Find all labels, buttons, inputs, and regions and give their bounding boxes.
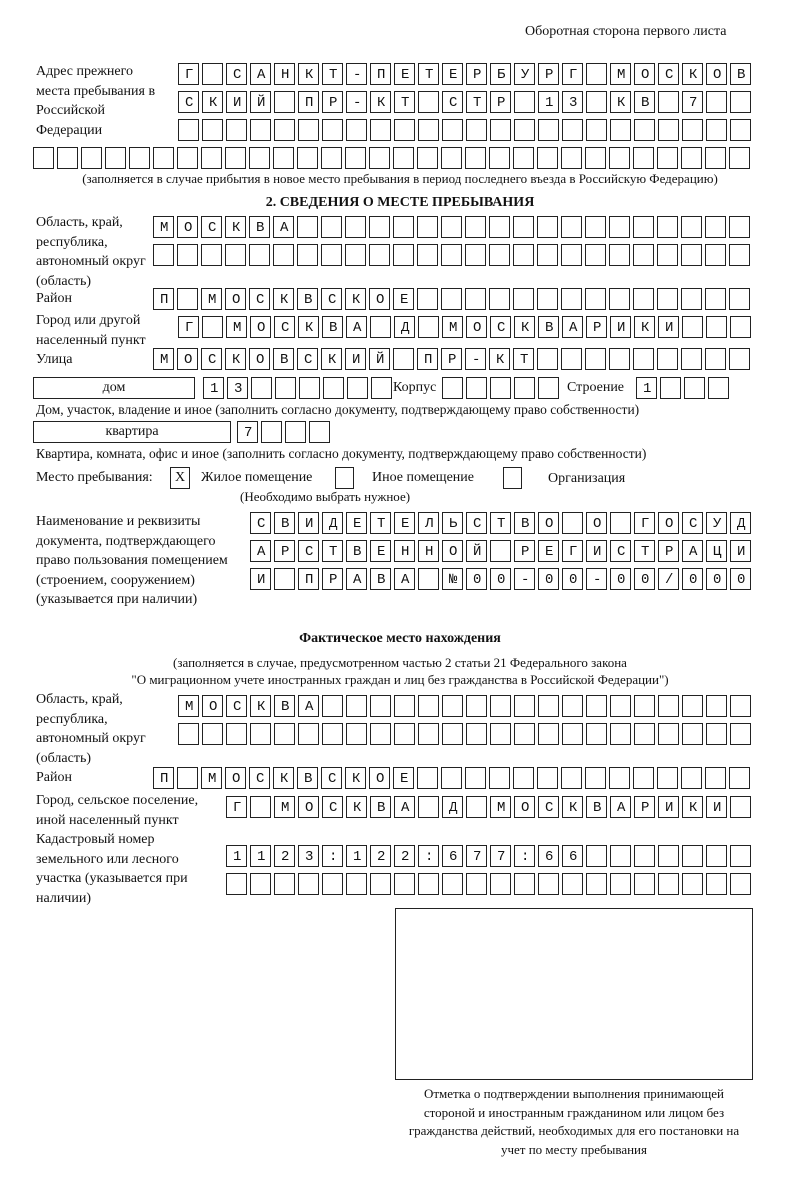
apartment-type-field[interactable]: квартира	[33, 421, 231, 443]
checkbox-residential[interactable]: X	[170, 467, 190, 489]
place-label: Место пребывания:	[36, 470, 153, 485]
row-text	[449, 378, 569, 400]
cadastral-label: Кадастровый номер земельного или лесного участка (указывается при наличии)	[36, 832, 188, 906]
option-organization-label: Организация	[548, 471, 626, 486]
row-text	[40, 148, 760, 170]
row-text: 1123:122:677:66	[233, 849, 762, 865]
row-text	[160, 245, 760, 267]
city-label: Город или другой населенный пункт	[36, 313, 146, 348]
row-text: Г МОСКВА Д МОСКВАРИКИ	[185, 320, 762, 336]
actual-note-1: (заполняется в случае, предусмотренном частью 2 статьи 21 Федерального закона	[173, 655, 627, 670]
place-note: (Необходимо выбрать нужное)	[240, 489, 411, 504]
row-text: МОСКВА	[185, 699, 762, 715]
korpus-label: Корпус	[393, 380, 437, 395]
checkbox-organization[interactable]	[503, 467, 522, 489]
row-text: АРСТВЕННОЙ РЕГИСТРАЦИ	[257, 544, 762, 560]
district-label: Район	[36, 291, 72, 306]
option-residential-label: Жилое помещение	[201, 470, 313, 485]
row-text: 1	[643, 381, 740, 397]
actual-region-label: Область, край, республика, автономный округ (область)	[36, 692, 146, 766]
prev-address-label: Адрес прежнего места пребывания в Российской Федерации	[36, 64, 156, 138]
actual-district-label: Район	[36, 770, 72, 785]
prev-address-note: (заполняется в случае прибытия в новое место пребывания в период последнего въезда в Российскую Федерацию)	[82, 171, 718, 186]
stamp-caption: Отметка о подтверждении выполнения принимающей стороной и иностранным гражданином или лицом без гражданства действий, необходимых для его постановки на учет по месту пребывания	[408, 1086, 740, 1157]
actual-note-2: "О миграционном учете иностранных граждан и лиц без гражданства в Российской Федерации")	[131, 672, 669, 687]
row-text: И ПРАВА №00-00-00/000	[257, 572, 762, 588]
row-text	[185, 120, 761, 142]
row-text: МОСКВА	[160, 220, 761, 236]
actual-city-label: Город, сельское поселение, иной населенный пункт	[36, 793, 199, 828]
street-label: Улица	[36, 352, 73, 367]
row-text: СВИДЕТЕЛЬСТВО О ГОСУД	[257, 516, 762, 532]
document-label: Наименование и реквизиты документа, подтверждающего право пользования помещением (строением, сооружением) (указывается при наличии)	[36, 514, 228, 607]
row-text: П МОСКВСКОЕ	[160, 771, 761, 787]
house-type-field[interactable]: дом	[33, 377, 195, 399]
row-text: СКИЙ ПР-КТ СТР 13 КВ 7	[185, 95, 762, 111]
option-other-premises-label: Иное помещение	[372, 470, 474, 485]
page-header: Оборотная сторона первого листа	[525, 24, 727, 39]
row-text: МОСКОВСКИЙ ПР-КТ	[160, 352, 761, 368]
row-text: Г САНКТ-ПЕТЕРБУРГ МОСКОВ	[185, 67, 762, 83]
confirmation-stamp-box	[395, 908, 753, 1080]
region-label: Область, край, республика, автономный округ (область)	[36, 215, 146, 289]
apartment-note: Квартира, комната, офис и иное (заполнить согласно документу, подтверждающему право собственности)	[36, 446, 647, 461]
checkbox-other-premises[interactable]	[335, 467, 354, 489]
row-text: Г МОСКВА Д МОСКВАРИКИ	[233, 800, 762, 816]
row-text	[185, 724, 761, 746]
row-text: П МОСКВСКОЕ	[160, 292, 761, 308]
row-text: 7	[244, 425, 341, 441]
actual-location-title: Фактическое место нахождения	[299, 631, 501, 646]
house-note: Дом, участок, владение и иное (заполнить согласно документу, подтверждающему право собственности)	[36, 402, 640, 417]
row-text	[233, 874, 761, 896]
row-text: 13	[210, 381, 403, 397]
section-2-title: 2. СВЕДЕНИЯ О МЕСТЕ ПРЕБЫВАНИЯ	[265, 195, 535, 210]
building-label: Строение	[567, 380, 625, 395]
